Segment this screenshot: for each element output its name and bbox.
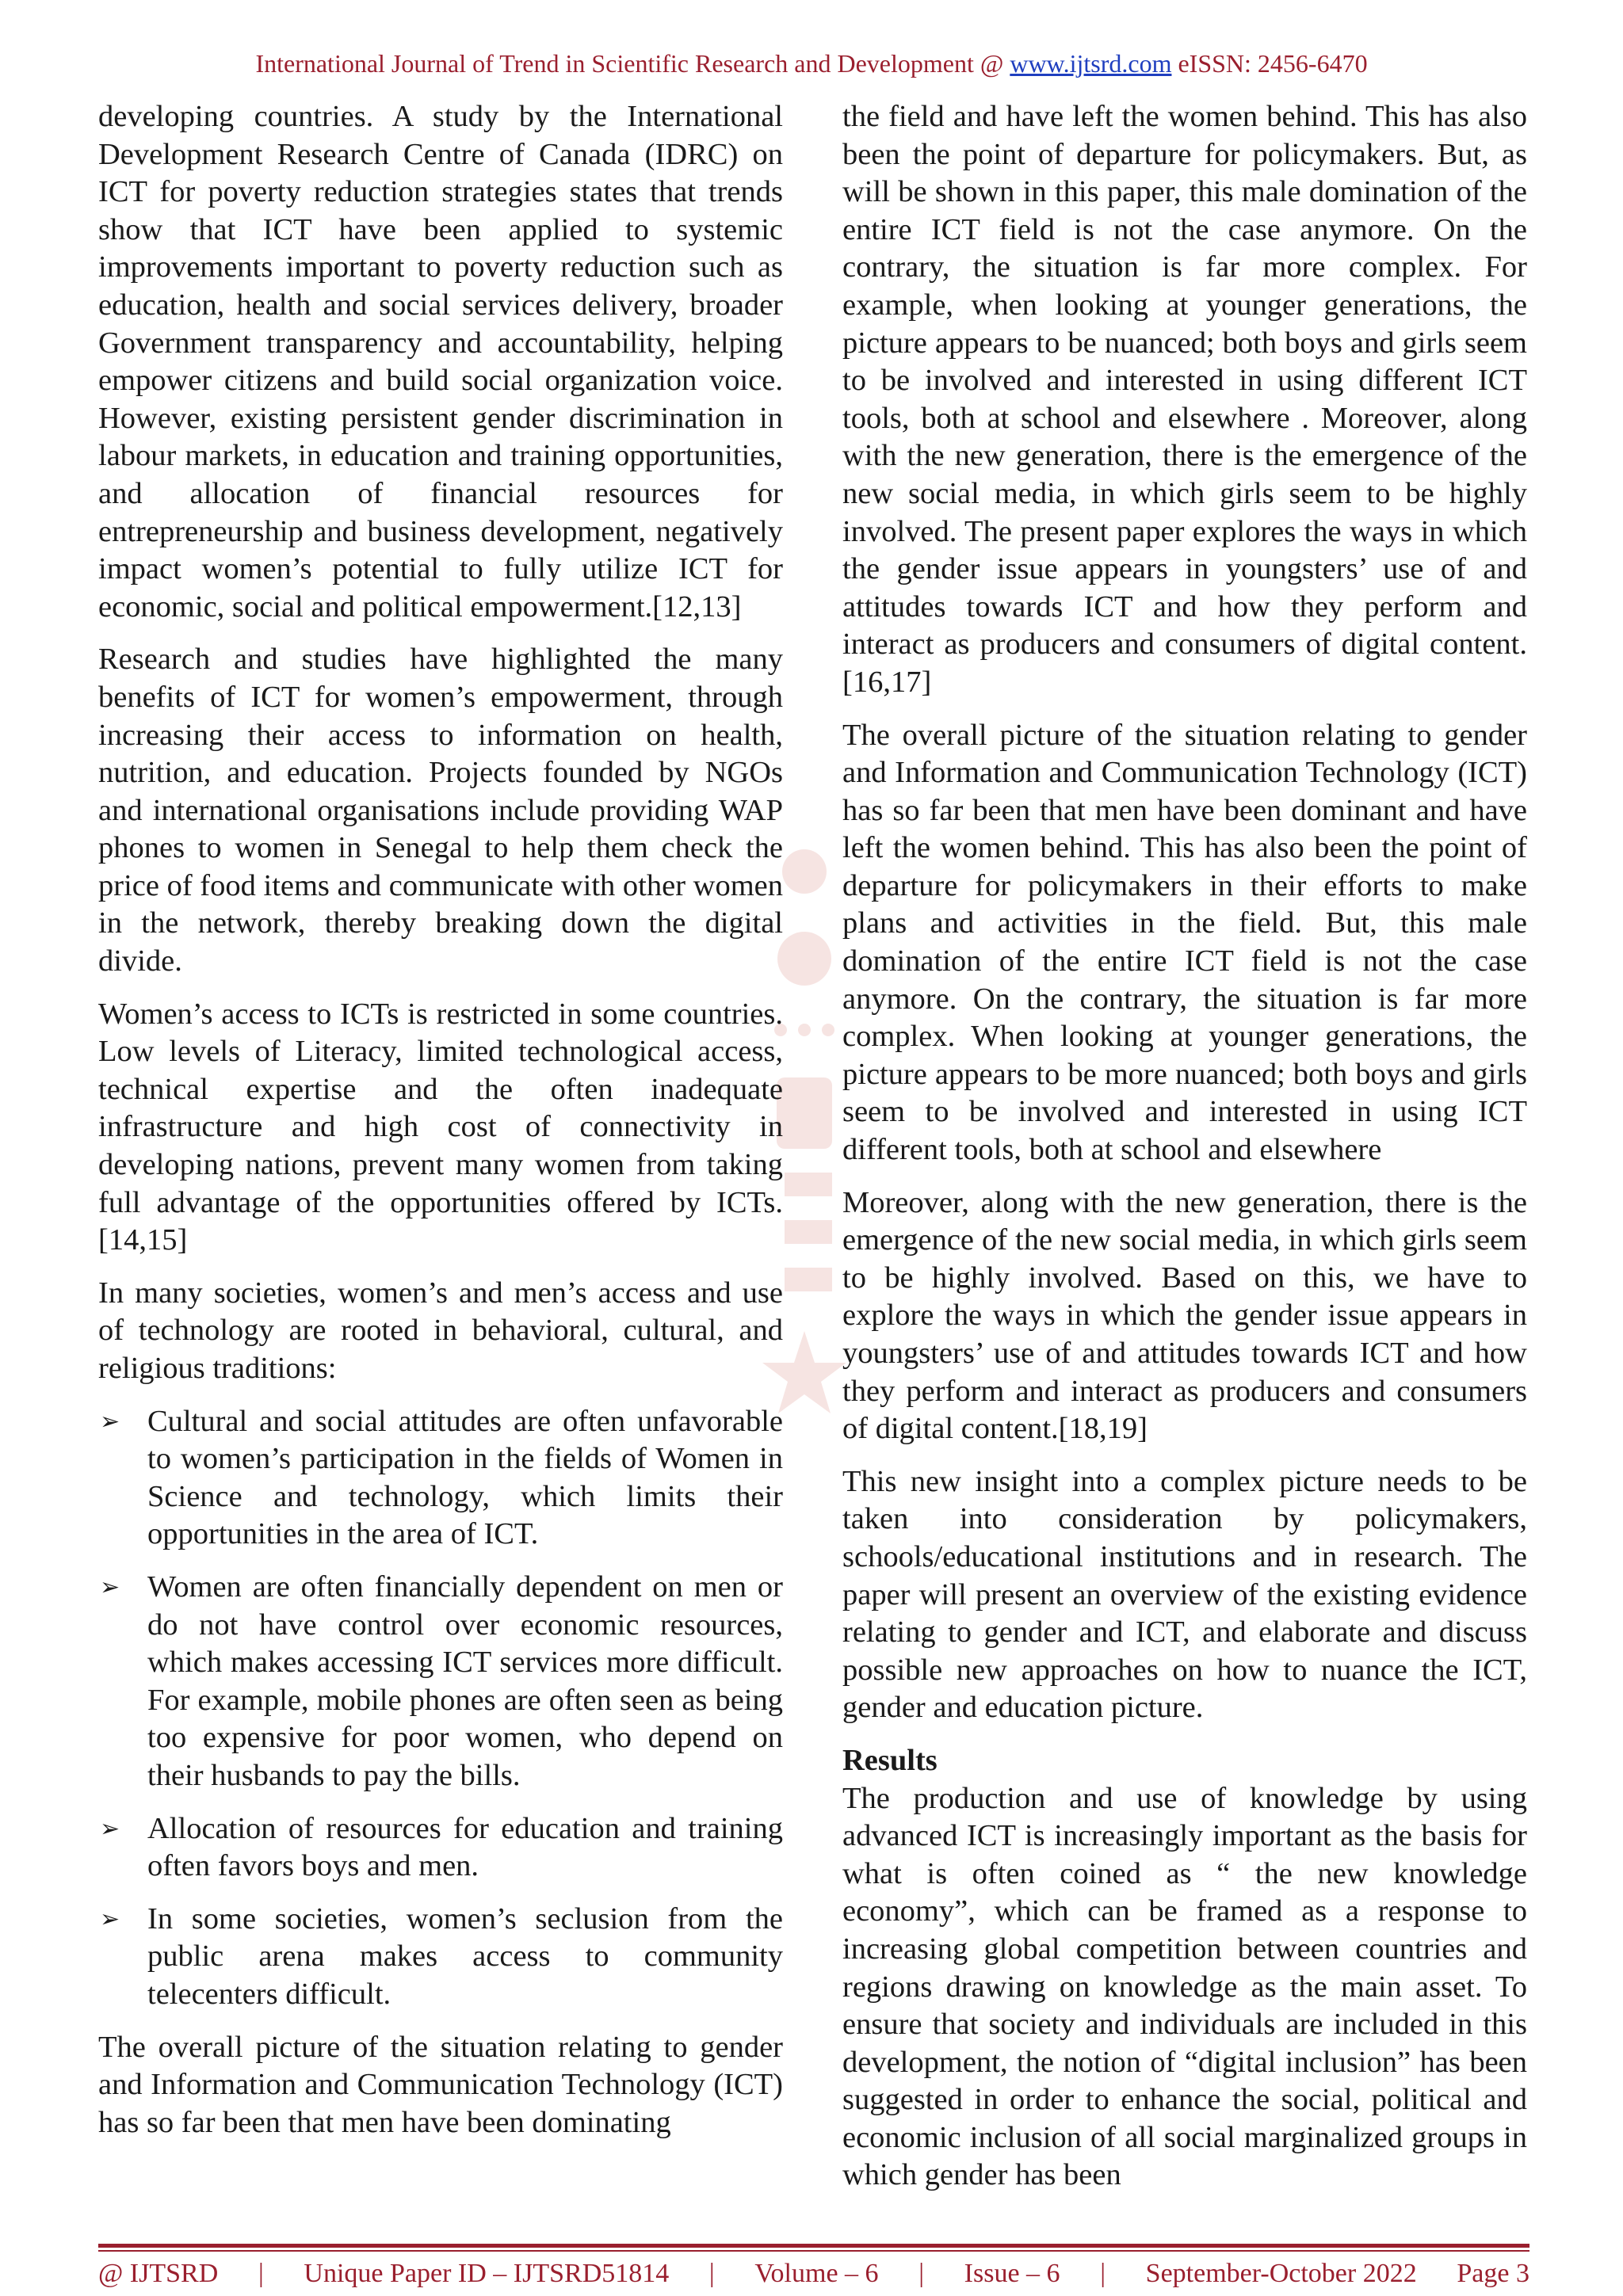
arrow-bullet-icon: ➢	[100, 1905, 120, 1933]
paragraph: Women’s access to ICTs is restricted in some countries. Low levels of Literacy, limited technological access, technical expertise and the often inadequate infrastructure and high cost of connectivity in developing nations, prevent many women from taking full advantage of the opportunities offered by ICTs. [14,15]	[98, 997, 783, 1257]
paragraph: The overall picture of the situation relating to gender and Information and Communication Technology (ICT) has so far been that men have been dominating	[98, 2030, 783, 2139]
bullet-list	[98, 1403, 783, 2014]
footer-page-number: Page 3	[1457, 2259, 1529, 2288]
paragraph: The production and use of knowledge by using advanced ICT is increasingly important as the basis for what is often coined as “ the new knowledge economy”, which can be framed as a response to increasing global competition between countries and regions drawing on knowledge as the main asset. To ensure that society and individuals are included in this development, the notion of “digital inclusion” has been suggested in order to enhance the social, political and economic inclusion of all social marginalized groups in which gender has been	[842, 1781, 1527, 2192]
arrow-bullet-icon: ➢	[100, 1407, 120, 1436]
paragraph: Moreover, along with the new generation, there is the emergence of the new social media, in which girls seem to be highly involved. Based on this, we have to explore the ways in which the gender issue appears in youngsters’ use of and attitudes towards ICT and how they perform and interact as producers and consumers of digital content.[18,19]	[842, 1185, 1527, 1446]
footer-separator: |	[918, 2259, 924, 2288]
footer-separator: |	[1100, 2259, 1106, 2288]
journal-issn: eISSN: 2456-6470	[1171, 49, 1368, 78]
paragraph: In many societies, women’s and men’s access and use of technology are rooted in behavioral, cultural, and religious traditions:	[98, 1276, 783, 1385]
running-footer	[98, 2255, 1529, 2293]
paragraph: The overall picture of the situation relating to gender and Information and Communication Technology (ICT) has so far been that men have been dominant and have left the women behind. This has also been the point of departure for policymakers in their efforts to make plans and activities in the field. But, this male domination of the entire ICT field is not the case anymore. On the contrary, the situation is far more complex. When looking at younger generations, the picture appears to be more nuanced; both boys and girls seem to be involved and interested in using ICT different tools, both at school and elsewhere	[842, 718, 1527, 1167]
footer-separator: |	[258, 2259, 264, 2288]
footer-brand: @ IJTSRD	[98, 2259, 219, 2288]
footer-rule	[98, 2244, 1529, 2248]
footer-rule-thin	[98, 2250, 1529, 2252]
list-item: ➢ In some societies, women’s seclusion from the public arena makes access to community telecenters difficult.	[100, 1901, 783, 2011]
journal-website-link[interactable]: www.ijtsrd.com	[1010, 49, 1172, 78]
footer-separator: |	[708, 2259, 715, 2288]
arrow-bullet-icon: ➢	[100, 1814, 120, 1843]
section-heading-results: Results	[842, 1743, 938, 1777]
left-column	[98, 98, 783, 2157]
footer-volume: Volume – 6	[754, 2259, 879, 2288]
journal-title: International Journal of Trend in Scientific Research and Development @	[255, 49, 1010, 78]
footer-period: September-October 2022	[1145, 2259, 1417, 2288]
list-item: ➢ Women are often financially dependent on men or do not have control over economic resources, which makes accessing ICT services more difficult. For example, mobile phones are often seen as being too expensive for poor women, who depend on their husbands to pay the bills.	[100, 1569, 783, 1792]
right-column	[842, 98, 1527, 2210]
paragraph: developing countries. A study by the International Development Research Centre of Canada (IDRC) on ICT for poverty reduction strategies states that trends show that ICT have been applied to systemic improvements important to poverty reduction such as education, health and social services delivery, broader Government transparency and accountability, helping empower citizens and build social organization voice. However, existing persistent gender discrimination in labour markets, in education and training opportunities, and allocation of financial resources for entrepreneurship and business development, negatively impact women’s potential to fully utilize ICT for economic, social and political empowerment.[12,13]	[98, 100, 783, 624]
running-header	[0, 49, 1623, 78]
footer-paper-id: Unique Paper ID – IJTSRD51814	[304, 2259, 670, 2288]
paragraph: This new insight into a complex picture needs to be taken into consideration by policymakers, schools/educational institutions and in research. The paper will present an overview of the existing evidence relating to gender and ICT, and elaborate and discuss possible new approaches on how to nuance the ICT, gender and education picture.	[842, 1464, 1527, 1725]
paragraph: Research and studies have highlighted the many benefits of ICT for women’s empowerment, through increasing their access to information on health, nutrition, and education. Projects founded by NGOs and international organisations include providing WAP phones to women in Senegal to help them check the price of food items and communicate with other women in the network, thereby breaking down the digital divide.	[98, 643, 783, 978]
list-item: ➢ Allocation of resources for education and training often favors boys and men.	[100, 1811, 783, 1883]
paragraph: the field and have left the women behind. This has also been the point of departure for policymakers. But, as will be shown in this paper, this male domination of the entire ICT field is not the case anymore. On the contrary, the situation is far more complex. For example, when looking at younger generations, the picture appears to be nuanced; both boys and girls seem to be involved and interested in using different ICT tools, both at school and elsewhere . Moreover, along with the new generation, there is the emergence of the new social media, in which girls seem to be highly involved. The present paper explores the ways in which the gender issue appears in youngsters’ use of and attitudes towards ICT and how they perform and interact as producers and consumers of digital content.[16,17]	[842, 100, 1527, 699]
arrow-bullet-icon: ➢	[100, 1573, 120, 1601]
list-item: ➢ Cultural and social attitudes are often unfavorable to women’s participation in the fields of Women in Science and technology, which limits their opportunities in the area of ICT.	[100, 1404, 783, 1551]
footer-issue: Issue – 6	[964, 2259, 1060, 2288]
